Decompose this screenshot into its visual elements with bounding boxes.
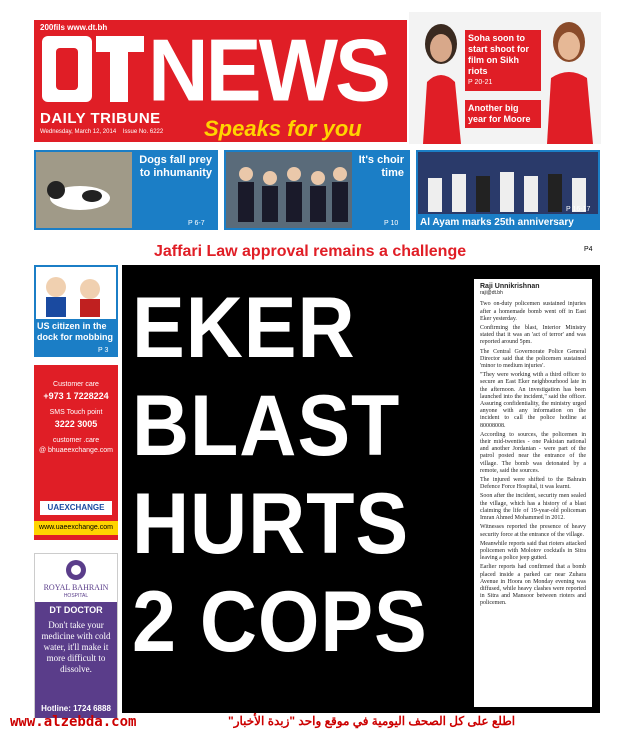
ad-line: SMS Touch point [49,409,103,416]
article-paragraph: Earlier reports had confirmed that a bomb placed inside a parked car near Zuhara Avenue in Hoora on Monday evening was diffused, while heavy clashes were reported in Sitra and Mansoor between rioters and policemen. [480,564,586,607]
choir-photo [226,152,352,228]
us-teaser-title: US citizen in the dock for mobbing [37,321,113,342]
promo-box[interactable] [409,12,601,144]
watermark-url[interactable]: www.alzebda.com [10,714,137,730]
ad-line: customer .care [52,437,100,444]
byline: Raji Unnikrishnan [480,283,540,290]
ad-line: Customer care [53,381,99,388]
watermark-arabic: اطلع على كل الصحف اليومية في موقع واحد "زبدة الأخبار" [228,714,516,728]
headline-line: EKER [132,280,356,376]
article-paragraph: The Central Governorate Police General Director said that the policemen sustained 'minor to medium injuries'. [480,348,586,370]
teaser-choir[interactable] [224,150,410,230]
ceremony-icon [418,152,598,214]
dog-icon [36,152,132,228]
hospital-name: ROYAL BAHRAIN [43,583,109,592]
headline-line: 2 COPS [132,574,428,670]
teaser-title: Al Ayam marks 25th anniversary [420,217,574,228]
article-body [474,279,592,707]
ceremony-photo [418,152,598,214]
ad-line: @ bhuaeexchange.com [38,447,114,454]
dateline [40,129,163,135]
teaser-dogs[interactable] [34,150,218,230]
teaser-page: P 10 [384,220,399,227]
teaser-page: P 6-7 [188,220,205,227]
teaser-title: Dogs fall prey to inhumanity [139,154,212,179]
promo-item-2-text: Another big year for Moore [468,103,531,124]
cartoon-image [36,267,116,319]
hotline: Hotline: 1724 6888 [41,704,111,713]
promo-item-1-text: Soha soon to start shoot for film on Sikh riots [468,33,530,76]
article-paragraph: Witnesses reported the presence of heavy security force at the entrance of the village. [480,524,586,538]
article-paragraph: Meanwhile reports said that rioters attacked policemen with Molotov cocktails in Sitra leaving a police jeep gutted. [480,540,586,562]
article-paragraph: According to sources, the policemen in their mid-twenties - one Pakistan national and another Jordanian - were part of the patrol posted near the entrance of the village. The bomb was detonated by a remote, said the sources. [480,431,586,474]
lead-story[interactable] [122,265,600,713]
us-citizen-teaser[interactable] [34,265,118,357]
ad-brand: UAEXCHANGE [40,501,112,515]
lead-headline [132,279,436,671]
promo-item-1 [465,30,541,91]
sub-headline-page: P4 [584,246,593,253]
ad-line: 3222 3005 [54,419,98,429]
issue: Issue No. 6222 [122,129,164,135]
promo-item-1-page: P 20-21 [468,79,493,86]
dt-logo [38,32,146,106]
article-paragraph: Confirming the blast, Interior Ministry stated that it was an 'act of terror' and was reported around 5pm. [480,325,586,346]
masthead-subtitle: DAILY TRIBUNE [40,110,161,127]
article-paragraph: "They were working with a third officer to secure an East Eker neighbourhood late in the afternoon. An investigation has been launched into the incident," said the officer. Assuring confidentiality, the ministry urged anyone with any information on the incident to call the police hotline at 80008008. [480,372,586,429]
hospital-sub: HOSPITAL [63,593,89,599]
teaser-page: P 16-17 [566,206,591,213]
hospital-ad[interactable] [34,553,118,718]
article-paragraph: The injured were shifted to the Bahrain Defence Force Hospital, it was learnt. [480,477,586,491]
us-teaser-page: P 3 [98,347,109,354]
promo-item-2 [465,100,541,128]
sub-headline[interactable]: Jaffari Law approval remains a challenge [154,243,467,260]
dog-photo [36,152,132,228]
teaser-alayam[interactable] [416,150,600,230]
ad-url: www.uaeexchange.com [34,521,118,535]
ad-line: +973 1 7228224 [43,391,109,401]
masthead-title: NEWS [148,20,388,120]
headline-line: HURTS [132,476,410,572]
doctor-panel [35,602,117,718]
date: Wednesday, March 12, 2014 [40,129,117,135]
uae-exchange-ad[interactable] [34,365,118,540]
doctor-title: DT DOCTOR [49,605,103,615]
price-url: 200fils www.dt.bh [40,23,108,32]
masthead [34,20,407,142]
teaser-title: It's choir time [358,154,404,179]
headline-line: BLAST [132,378,401,474]
article-paragraph: Soon after the incident, security men sealed the village, which has a history of a blast claiming the life of 19-year-old policeman Imran Ahmed Mohammed in 2012. [480,493,586,522]
article-paragraph: Two on-duty policemen sustained injuries after a homemade bomb went off in East Eker yesterday. [480,301,586,322]
slogan: Speaks for you [204,116,362,141]
doctor-tip: Don't take your medicine with cold water, it'll make it more difficult to dissolve. [41,620,111,674]
byline-email: raji@dt.bh [480,290,503,297]
choir-icon [226,152,352,228]
